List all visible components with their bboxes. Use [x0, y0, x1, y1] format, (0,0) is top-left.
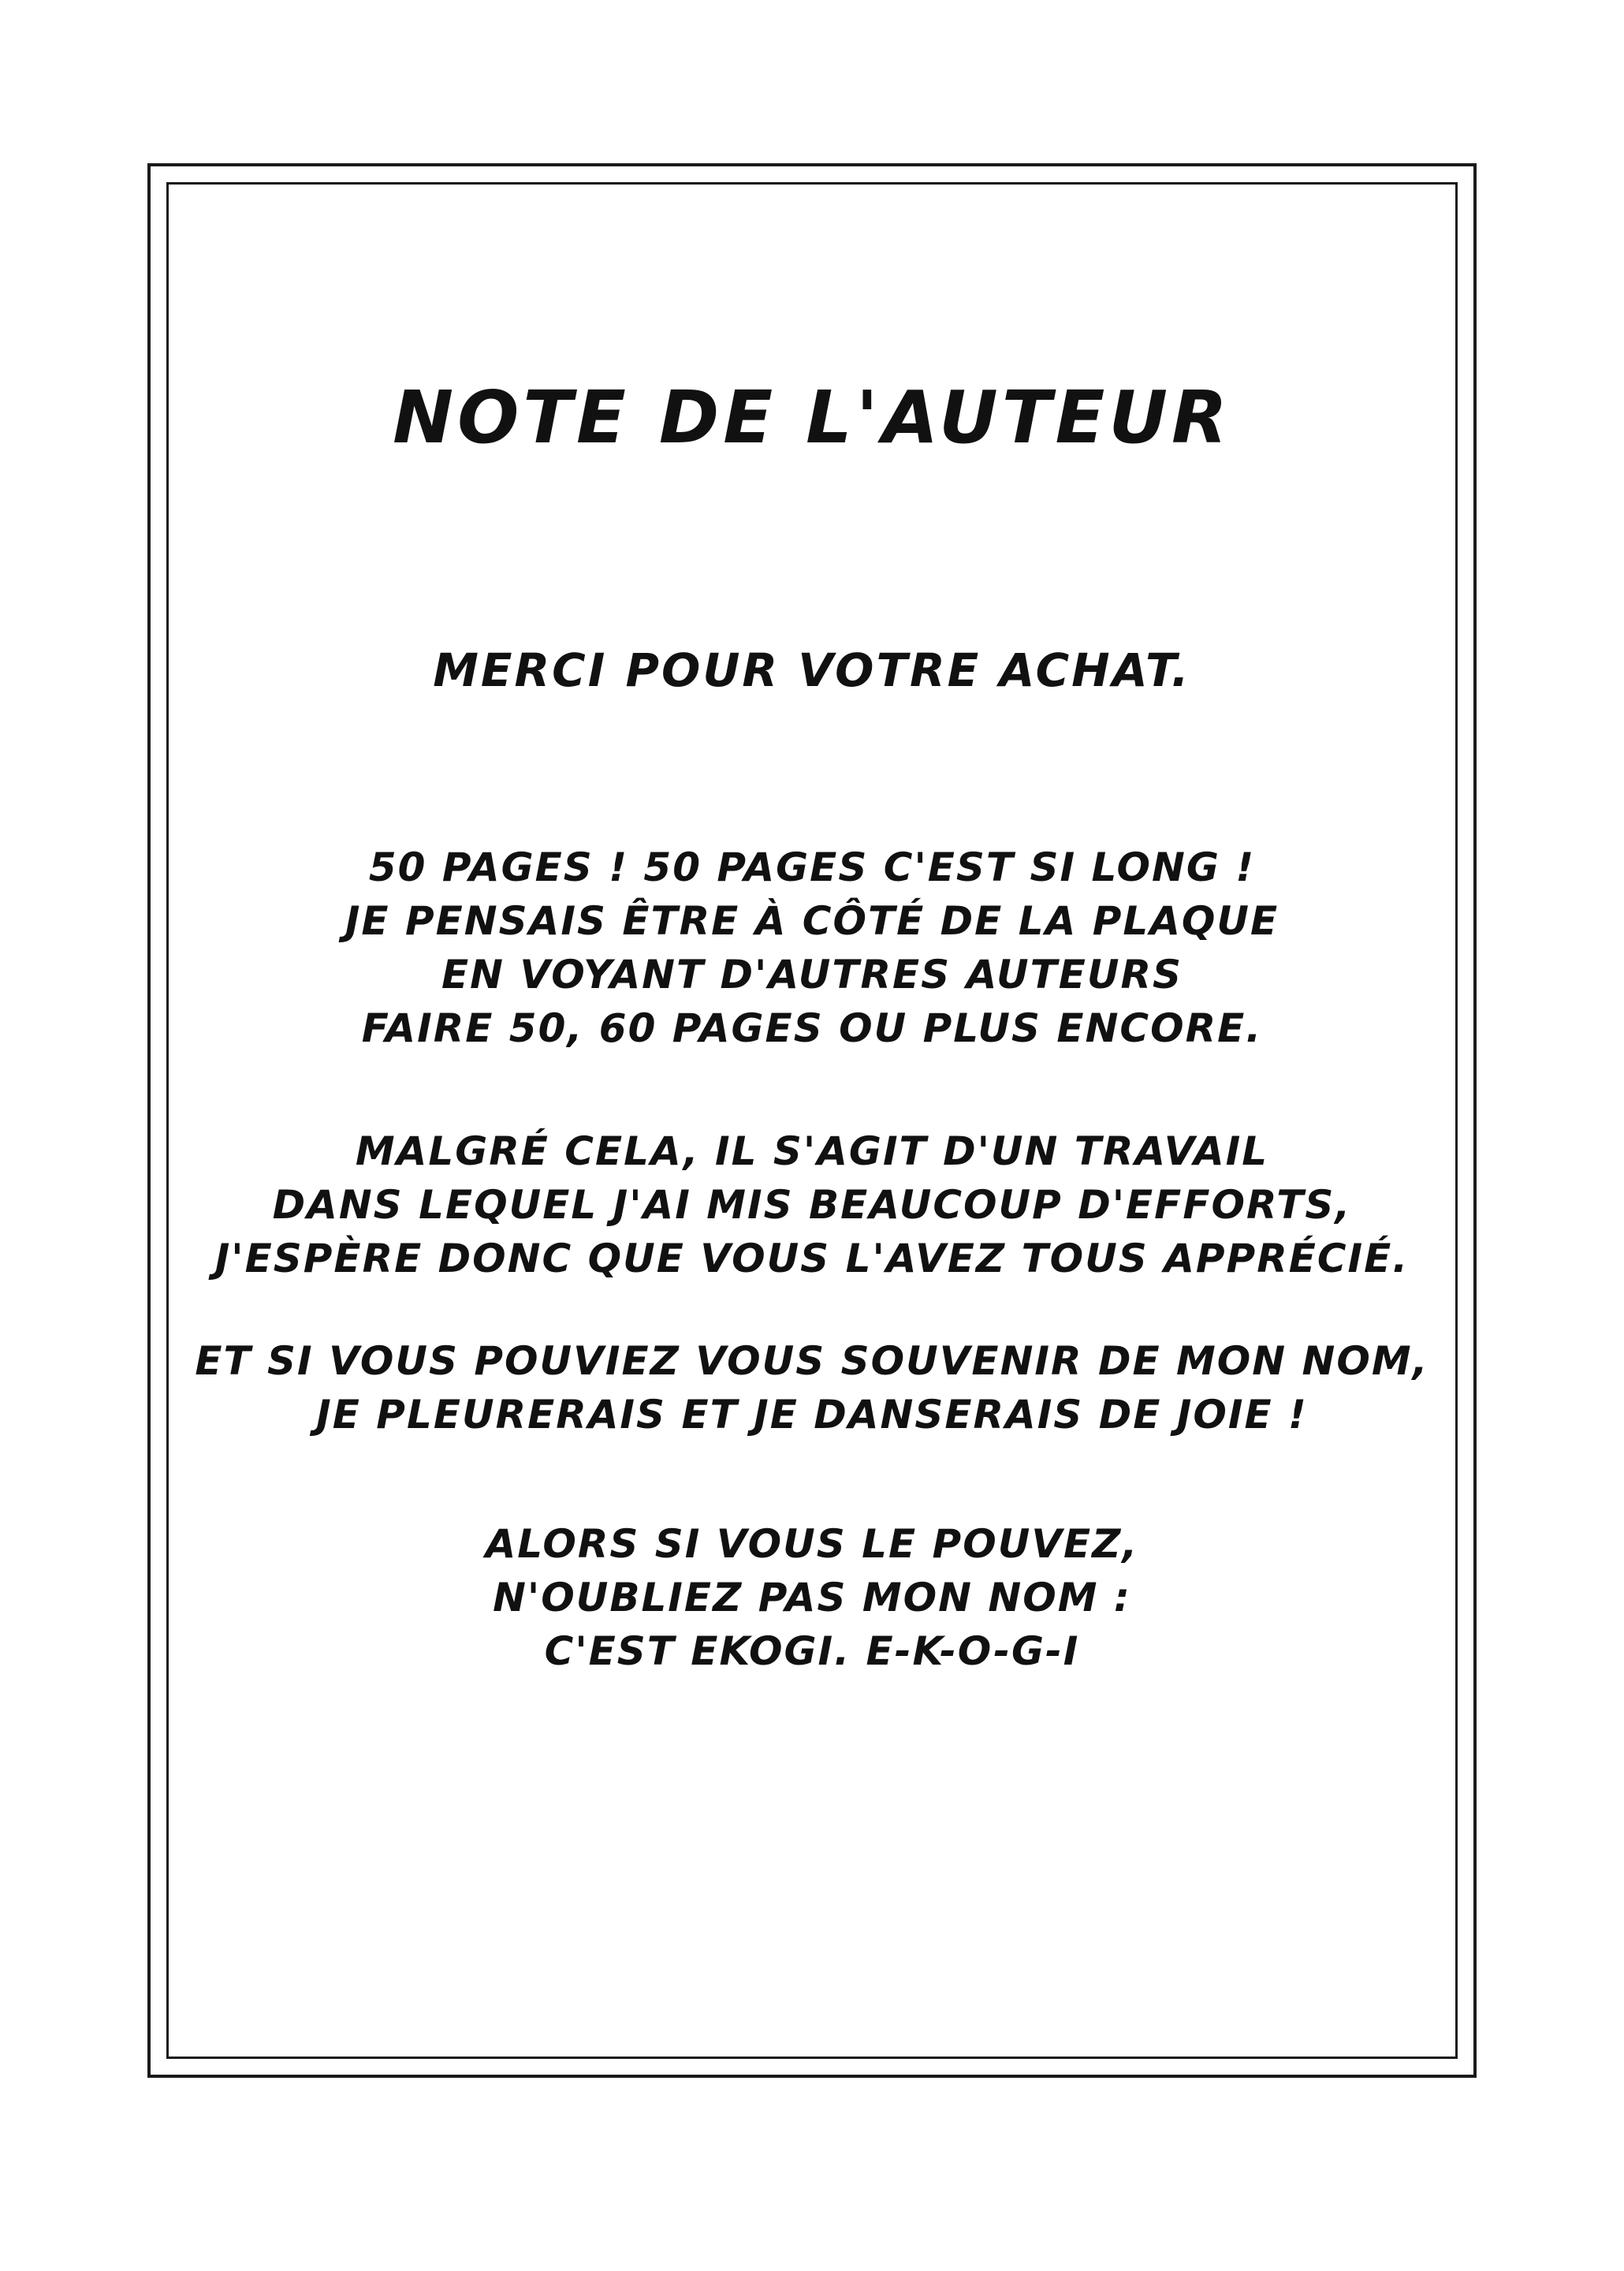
page-title: NOTE DE L'AUTEUR [393, 375, 1231, 460]
paragraph-pages [0, 841, 1624, 1055]
text-line: ALORS SI VOUS LE POUVEZ, [485, 1521, 1139, 1567]
paragraph-effort [0, 1124, 1624, 1285]
text-line: EN VOYANT D'AUTRES AUTEURS [441, 952, 1183, 998]
thanks-text: MERCI POUR VOTRE ACHAT. [433, 643, 1191, 697]
text-line: DANS LEQUEL J'AI MIS BEAUCOUP D'EFFORTS, [272, 1182, 1352, 1228]
text-line: C'EST EKOGI. E-K-O-G-I [544, 1628, 1080, 1674]
text-line: N'OUBLIEZ PAS MON NOM : [493, 1575, 1131, 1620]
text-line: ET SI VOUS POUVIEZ VOUS SOUVENIR DE MON NOM, [195, 1338, 1429, 1384]
paragraph-remember [0, 1334, 1624, 1441]
text-line: JE PLEURERAIS ET JE DANSERAIS DE JOIE ! [316, 1392, 1308, 1438]
text-line: JE PENSAIS ÊTRE À CÔTÉ DE LA PLAQUE [345, 898, 1279, 944]
text-line: FAIRE 50, 60 PAGES OU PLUS ENCORE. [361, 1005, 1263, 1051]
text-line: MALGRÉ CELA, IL S'AGIT D'UN TRAVAIL [355, 1128, 1269, 1174]
text-line: 50 PAGES ! 50 PAGES C'EST SI LONG ! [368, 845, 1256, 890]
text-line: J'ESPÈRE DONC QUE VOUS L'AVEZ TOUS APPRÉCIÉ. [214, 1236, 1410, 1281]
paragraph-name [0, 1517, 1624, 1678]
thanks-line [0, 639, 1624, 702]
